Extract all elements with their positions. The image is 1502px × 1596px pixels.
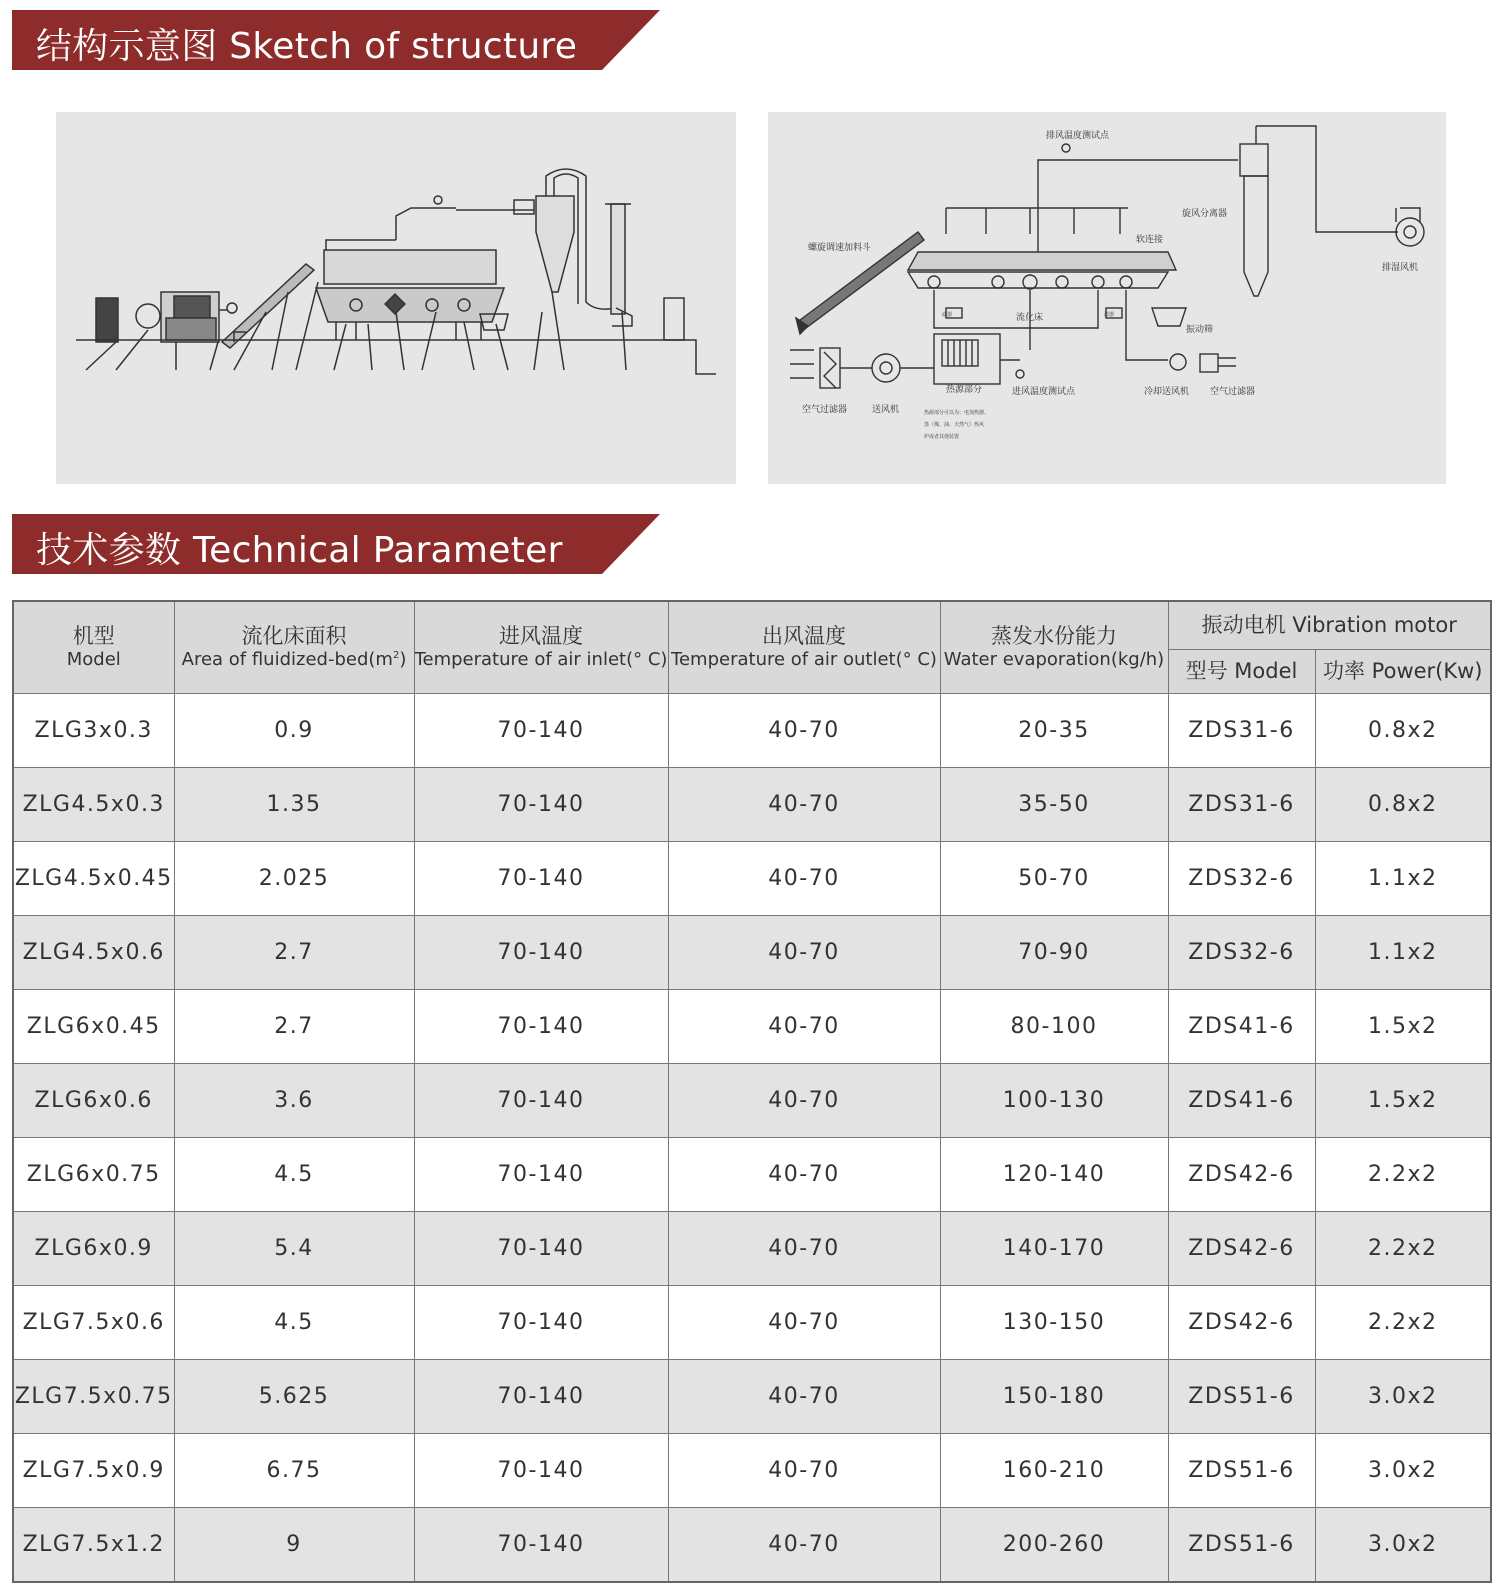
cell-inlet-temp: 70-140 xyxy=(414,1137,668,1211)
cell-inlet-temp: 70-140 xyxy=(414,693,668,767)
cell-model: ZLG7.5x0.6 xyxy=(13,1285,174,1359)
cell-inlet-temp: 70-140 xyxy=(414,915,668,989)
header-model: 机型 Model xyxy=(13,601,174,693)
cell-motor-power: 1.5x2 xyxy=(1315,989,1491,1063)
cell-area: 2.025 xyxy=(174,841,414,915)
cell-area: 5.625 xyxy=(174,1359,414,1433)
cell-evaporation: 35-50 xyxy=(940,767,1168,841)
cell-evaporation: 80-100 xyxy=(940,989,1168,1063)
table-row xyxy=(13,767,1491,841)
cell-evaporation: 120-140 xyxy=(940,1137,1168,1211)
dryer-flow-drawing xyxy=(768,112,1446,484)
cell-outlet-temp: 40-70 xyxy=(668,1507,940,1582)
cell-motor-power: 2.2x2 xyxy=(1315,1285,1491,1359)
table-body xyxy=(13,693,1491,1582)
table-row xyxy=(13,1285,1491,1359)
cell-outlet-temp: 40-70 xyxy=(668,1433,940,1507)
cell-model: ZLG7.5x0.75 xyxy=(13,1359,174,1433)
cell-motor-model: ZDS51-6 xyxy=(1168,1507,1315,1582)
technical-parameter-table xyxy=(12,600,1492,1583)
structure-diagram-left xyxy=(56,112,736,484)
label-soft-connection: 软连接 xyxy=(1136,235,1164,245)
table-row xyxy=(13,915,1491,989)
heat-note-line-3: 炉或者其他装置 xyxy=(924,434,960,440)
cell-outlet-temp: 40-70 xyxy=(668,915,940,989)
parameter-section-banner xyxy=(12,514,662,574)
cell-motor-model: ZDS32-6 xyxy=(1168,841,1315,915)
table-row xyxy=(13,989,1491,1063)
cell-inlet-temp: 70-140 xyxy=(414,1211,668,1285)
header-evaporation: 蒸发水份能力 Water evaporation(kg/h) xyxy=(940,601,1168,693)
table-row xyxy=(13,1359,1491,1433)
cell-motor-model: ZDS42-6 xyxy=(1168,1137,1315,1211)
cell-area: 4.5 xyxy=(174,1285,414,1359)
cell-model: ZLG4.5x0.6 xyxy=(13,915,174,989)
cell-model: ZLG6x0.9 xyxy=(13,1211,174,1285)
cell-outlet-temp: 40-70 xyxy=(668,767,940,841)
cell-motor-power: 2.2x2 xyxy=(1315,1211,1491,1285)
label-fluid-bed: 流化床 xyxy=(1016,313,1044,323)
cell-motor-power: 1.1x2 xyxy=(1315,915,1491,989)
label-inlet-temp-point: 进风温度测试点 xyxy=(1012,387,1076,397)
cell-area: 3.6 xyxy=(174,1063,414,1137)
cell-motor-model: ZDS42-6 xyxy=(1168,1211,1315,1285)
cell-evaporation: 140-170 xyxy=(940,1211,1168,1285)
table-header-row xyxy=(13,601,1491,649)
label-air-filter-left: 空气过滤器 xyxy=(802,405,848,415)
cell-motor-model: ZDS31-6 xyxy=(1168,767,1315,841)
cell-motor-model: ZDS32-6 xyxy=(1168,915,1315,989)
cell-motor-model: ZDS41-6 xyxy=(1168,989,1315,1063)
table-row xyxy=(13,1433,1491,1507)
header-motor-model: 型号 Model xyxy=(1168,649,1315,693)
cell-area: 2.7 xyxy=(174,989,414,1063)
cell-model: ZLG7.5x0.9 xyxy=(13,1433,174,1507)
cell-model: ZLG6x0.6 xyxy=(13,1063,174,1137)
label-cooling-fan: 冷却送风机 xyxy=(1144,387,1190,397)
table-row xyxy=(13,1137,1491,1211)
cell-area: 6.75 xyxy=(174,1433,414,1507)
header-inlet-temp: 进风温度 Temperature of air inlet(° C) xyxy=(414,601,668,693)
cell-evaporation: 50-70 xyxy=(940,841,1168,915)
cell-motor-power: 0.8x2 xyxy=(1315,693,1491,767)
cell-motor-power: 3.0x2 xyxy=(1315,1433,1491,1507)
table-row xyxy=(13,1507,1491,1582)
label-filter-right: 滤器 xyxy=(1104,312,1115,318)
cell-model: ZLG6x0.75 xyxy=(13,1137,174,1211)
cell-inlet-temp: 70-140 xyxy=(414,1507,668,1582)
cell-motor-power: 1.1x2 xyxy=(1315,841,1491,915)
cell-outlet-temp: 40-70 xyxy=(668,841,940,915)
cell-area: 5.4 xyxy=(174,1211,414,1285)
cell-motor-model: ZDS51-6 xyxy=(1168,1433,1315,1507)
label-blower: 送风机 xyxy=(872,405,900,415)
cell-inlet-temp: 70-140 xyxy=(414,1433,668,1507)
parameter-section-title: 技术参数 Technical Parameter xyxy=(36,530,563,571)
cell-inlet-temp: 70-140 xyxy=(414,841,668,915)
sketch-section-banner xyxy=(12,10,662,70)
label-vibrating-screen: 振动筛 xyxy=(1186,325,1214,335)
cell-motor-power: 3.0x2 xyxy=(1315,1507,1491,1582)
cell-model: ZLG7.5x1.2 xyxy=(13,1507,174,1582)
cell-area: 9 xyxy=(174,1507,414,1582)
cell-motor-power: 1.5x2 xyxy=(1315,1063,1491,1137)
cell-motor-model: ZDS31-6 xyxy=(1168,693,1315,767)
cell-model: ZLG6x0.45 xyxy=(13,989,174,1063)
table-row xyxy=(13,841,1491,915)
cell-outlet-temp: 40-70 xyxy=(668,989,940,1063)
cell-evaporation: 150-180 xyxy=(940,1359,1168,1433)
heat-note-line-2: 蒸（煤、油、天然气）热风 xyxy=(924,422,985,428)
cell-motor-power: 0.8x2 xyxy=(1315,767,1491,841)
cell-inlet-temp: 70-140 xyxy=(414,767,668,841)
heat-note-line-1: 热源部分可以为：电加热器、 xyxy=(924,410,990,416)
cell-motor-model: ZDS42-6 xyxy=(1168,1285,1315,1359)
cell-inlet-temp: 70-140 xyxy=(414,989,668,1063)
header-motor-power: 功率 Power(Kw) xyxy=(1315,649,1491,693)
cell-inlet-temp: 70-140 xyxy=(414,1359,668,1433)
cell-motor-power: 3.0x2 xyxy=(1315,1359,1491,1433)
structure-diagram-right xyxy=(768,112,1446,484)
header-outlet-temp: 出风温度 Temperature of air outlet(° C) xyxy=(668,601,940,693)
cell-motor-model: ZDS41-6 xyxy=(1168,1063,1315,1137)
cell-evaporation: 130-150 xyxy=(940,1285,1168,1359)
header-vibration-motor: 振动电机 Vibration motor xyxy=(1168,601,1491,649)
table-row xyxy=(13,1211,1491,1285)
label-exhaust-fan: 排湿风机 xyxy=(1382,263,1419,273)
cell-motor-power: 2.2x2 xyxy=(1315,1137,1491,1211)
cell-outlet-temp: 40-70 xyxy=(668,1211,940,1285)
cell-evaporation: 160-210 xyxy=(940,1433,1168,1507)
label-filter-left: 滤器 xyxy=(942,312,953,318)
cell-outlet-temp: 40-70 xyxy=(668,1137,940,1211)
label-cyclone: 旋风分离器 xyxy=(1182,209,1228,219)
cell-inlet-temp: 70-140 xyxy=(414,1285,668,1359)
label-exhaust-temp-point: 排风温度测试点 xyxy=(1046,131,1110,141)
label-heat-section: 热源部分 xyxy=(946,385,983,395)
cell-area: 4.5 xyxy=(174,1137,414,1211)
label-screw-feeder: 螺旋调速加料斗 xyxy=(808,243,872,253)
cell-model: ZLG3x0.3 xyxy=(13,693,174,767)
cell-evaporation: 20-35 xyxy=(940,693,1168,767)
cell-evaporation: 70-90 xyxy=(940,915,1168,989)
cell-motor-model: ZDS51-6 xyxy=(1168,1359,1315,1433)
table-row xyxy=(13,693,1491,767)
sketch-section-title: 结构示意图 Sketch of structure xyxy=(36,26,578,67)
dryer-system-drawing xyxy=(56,112,736,484)
cell-outlet-temp: 40-70 xyxy=(668,693,940,767)
cell-evaporation: 100-130 xyxy=(940,1063,1168,1137)
cell-outlet-temp: 40-70 xyxy=(668,1285,940,1359)
cell-area: 1.35 xyxy=(174,767,414,841)
cell-area: 2.7 xyxy=(174,915,414,989)
cell-model: ZLG4.5x0.3 xyxy=(13,767,174,841)
cell-evaporation: 200-260 xyxy=(940,1507,1168,1582)
label-air-filter-right: 空气过滤器 xyxy=(1210,387,1256,397)
cell-inlet-temp: 70-140 xyxy=(414,1063,668,1137)
cell-area: 0.9 xyxy=(174,693,414,767)
table-row xyxy=(13,1063,1491,1137)
cell-outlet-temp: 40-70 xyxy=(668,1359,940,1433)
header-area: 流化床面积 Area of fluidized-$bed(m^2)$ xyxy=(174,601,414,693)
cell-outlet-temp: 40-70 xyxy=(668,1063,940,1137)
cell-model: ZLG4.5x0.45 xyxy=(13,841,174,915)
